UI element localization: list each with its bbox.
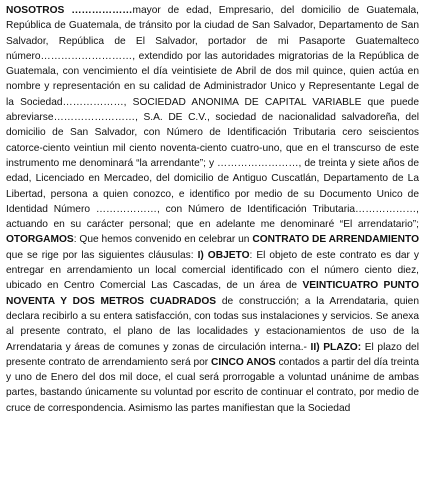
bold-text-run: II) PLAZO: <box>310 341 362 353</box>
text-run: El plazo del presente contrato de arrendamiento será por <box>6 341 419 368</box>
text-run: : El objeto de este contrato es dar y entregar en arrendamiento un local comercial identificado con el número ciento diez, ubicado en Centro Comercial Las Cascadas, de un área de <box>6 249 420 292</box>
bold-text-run: OTORGAMOS <box>6 234 74 246</box>
bold-text-run: CONTRATO DE ARRENDAMIENTO <box>252 234 419 246</box>
text-run: : Que hemos convenido en celebrar un <box>73 234 253 246</box>
contract-paragraph <box>6 3 419 416</box>
bold-text-run: CINCO ANOS <box>211 356 276 368</box>
bold-text-run: NOSOTROS ……………… <box>6 5 133 16</box>
text-run: mayor de edad, Empresario, del domicilio de Guatemala, República de Guatemala, de tránsito por la ciudad de San Salvador, Departamento de San Salvador, República de El Salvador, portador de mi Pasaporte Guatemalteco número………………………, extendido por las autoridades migratorias de la República de Guatemala, con vencimiento el día veintisiete de Abril de dos mil quince, quien actúa en nombre y representación en su calidad de Administrador Unico y Representante Legal de la Sociedad………………, SOCIEDAD ANONIMA DE CAPITAL VARIABLE que puede abreviarse……………………, S.A. DE C.V., sociedad de nacionalidad salvadoreña, del domicilio de San Salvador, con Número de Identificación Tributaria cero seiscientos catorce-ciento veintiun mil ciento noventa-ciento cuatro-uno, que en el transcurso de este instrumento me denominará “la arrendante”; y ……………………, de treinta y siete años de edad, Licenciado en Mercadeo, del domicilio de Antiguo Cuscatlán, Departamento de La Libertad, persona a quien conozco, e identifico por medio de su Documento Unico de Identidad Número ………………, con Número de Identificación Tributaria………………, actuando en su carácter personal; que en adelante me denominaré “El arrendatario”; <box>6 5 419 231</box>
text-run: de construcción; a la Arrendataria, quien declara recibirlo a su entera satisfacción, con todas sus instalaciones y servicios. Se anexa al presente contrato, el plano de las localidades y estacionamientos de uso de la Arrendataria y áreas de comunes y zonas de circulación interna.- <box>6 295 420 353</box>
text-run: que se rige por las siguientes cláusulas: <box>6 249 198 261</box>
text-run: contados a partir del día treinta y uno de Enero del dos mil doce, el cual será prorrogable a voluntad unánime de ambas partes, bastando únicamente su voluntad por escrito de continuar el contrato, por medio de cruce de correspondencia. Asimismo las partes manifiestan que la Sociedad <box>6 356 420 414</box>
bold-text-run: I) OBJETO <box>197 249 250 261</box>
bold-text-run: VEINTICUATRO PUNTO NOVENTA Y DOS METROS CUADRADOS <box>6 280 419 307</box>
